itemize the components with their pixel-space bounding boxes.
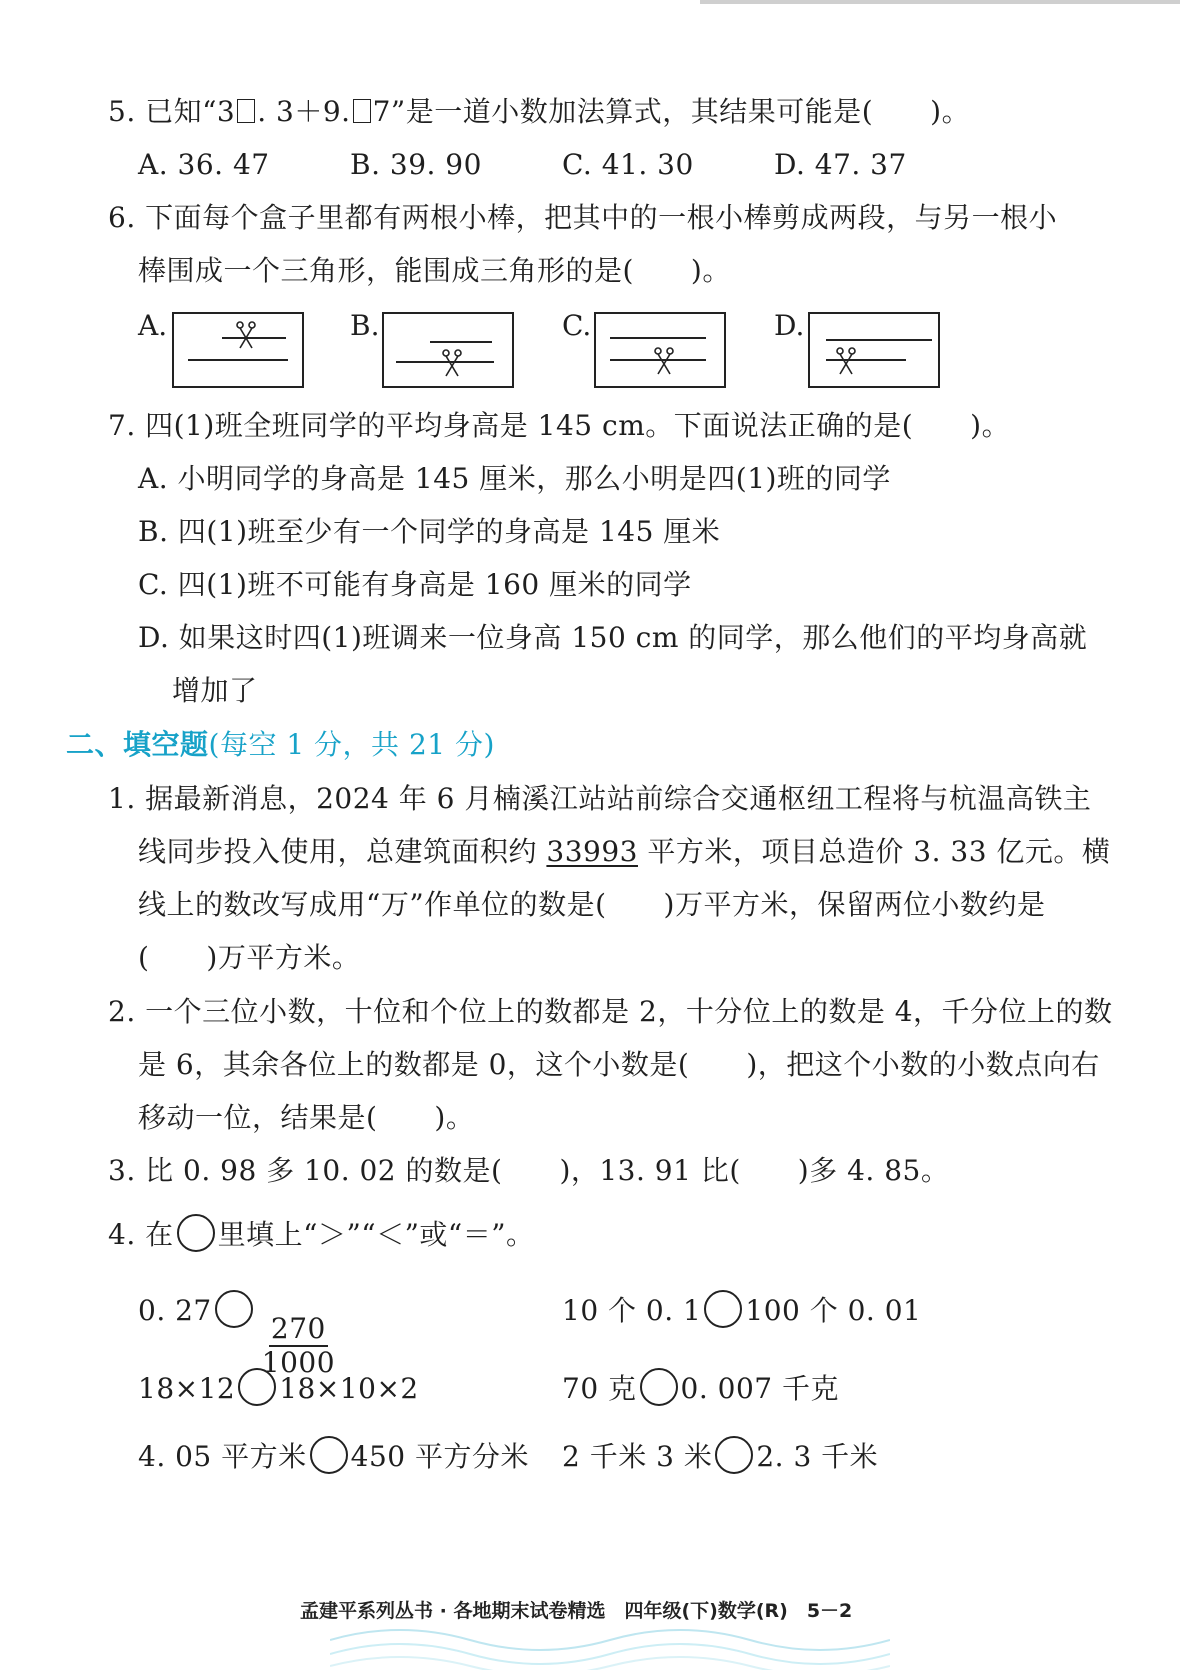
compare-circle[interactable] — [215, 1290, 253, 1328]
f4-compare-5: 4. 05 平方米 450 平方分米 — [138, 1436, 529, 1475]
compare-circle[interactable] — [640, 1368, 678, 1406]
q7-option-d-line2: 增加了 — [172, 674, 258, 707]
q5-option-c: C. 41. 30 — [562, 148, 694, 181]
top-edge-rule — [700, 0, 1180, 4]
f1-line3: 线上的数改写成用“万”作单位的数是( )万平方米，保留两位小数约是 — [138, 888, 1046, 921]
sticks-scissors-figure — [596, 314, 724, 386]
q5-option-a: A. 36. 47 — [138, 148, 270, 181]
compare-circle — [177, 1214, 215, 1252]
sticks-scissors-figure — [810, 314, 938, 386]
q5-stem: 5. 已知“3 . 3＋9. 7”是一道小数加法算式，其结果可能是( )。 — [108, 95, 971, 128]
compare-circle[interactable] — [715, 1436, 753, 1474]
f3-line: 3. 比 0. 98 多 10. 02 的数是( )，13. 91 比( )多 4. 85。 — [108, 1154, 950, 1187]
fraction: $\frac{270}{1000}$ — [261, 1312, 336, 1379]
f1-line2: 线同步投入使用，总建筑面积约 33993 平方米，项目总造价 3. 33 亿元。横 — [138, 835, 1111, 868]
f2-line3: 移动一位，结果是( )。 — [138, 1101, 475, 1134]
q6-option-b-box — [382, 312, 514, 388]
q7-stem: 7. 四(1)班全班同学的平均身高是 145 cm。下面说法正确的是( )。 — [108, 409, 1011, 442]
f2-line2: 是 6，其余各位上的数都是 0，这个小数是( )，把这个小数的小数点向右 — [138, 1048, 1100, 1081]
f4-compare-6: 2 千米 3 米 2. 3 千米 — [562, 1436, 878, 1475]
f4-compare-3: 18×12 18×10×2 — [138, 1368, 419, 1407]
f1-line1: 1. 据最新消息，2024 年 6 月楠溪江站站前综合交通枢纽工程将与杭温高铁主 — [108, 782, 1092, 815]
q6-option-d-label: D. — [774, 309, 805, 342]
f4-compare-1: 0. 27 $\frac{270}{1000}$ — [138, 1290, 337, 1379]
q6-option-a-box — [172, 312, 304, 388]
scissors-icon — [237, 322, 255, 348]
q6-option-c-label: C. — [562, 309, 592, 342]
f1-line4: ( )万平方米。 — [138, 941, 361, 974]
q6-stem-line2: 棒围成一个三角形，能围成三角形的是( )。 — [138, 254, 731, 287]
q6-option-a-label: A. — [138, 309, 168, 342]
q6-option-b-label: B. — [350, 309, 380, 342]
section-2-title: 二、填空题 — [66, 728, 209, 761]
compare-circle[interactable] — [704, 1290, 742, 1328]
sticks-scissors-figure — [384, 314, 512, 386]
compare-circle[interactable] — [238, 1368, 276, 1406]
q7-option-c: C. 四(1)班不可能有身高是 160 厘米的同学 — [138, 568, 692, 601]
compare-circle[interactable] — [310, 1436, 348, 1474]
q7-option-d-line1: D. 如果这时四(1)班调来一位身高 150 cm 的同学，那么他们的平均身高就 — [138, 621, 1088, 654]
f4-compare-4: 70 克 0. 007 千克 — [562, 1368, 839, 1407]
q7-option-b: B. 四(1)班至少有一个同学的身高是 145 厘米 — [138, 515, 721, 548]
q5-option-d: D. 47. 37 — [774, 148, 907, 181]
q6-stem-line1: 6. 下面每个盒子里都有两根小棒，把其中的一根小棒剪成两段，与另一根小 — [108, 201, 1058, 234]
underlined-number: 33993 — [546, 835, 638, 868]
blank-box — [237, 99, 255, 123]
q6-option-c-box — [594, 312, 726, 388]
f4-stem: 4. 在 里填上“＞”“＜”或“＝”。 — [108, 1214, 535, 1253]
q5-option-b: B. 39. 90 — [350, 148, 482, 181]
f2-line1: 2. 一个三位小数，十位和个位上的数都是 2，十分位上的数是 4，千分位上的数 — [108, 995, 1113, 1028]
blank-box — [353, 99, 371, 123]
section-2-header — [66, 727, 495, 763]
q7-option-a: A. 小明同学的身高是 145 厘米，那么小明是四(1)班的同学 — [138, 462, 891, 495]
page-footer: 孟建平系列丛书 · 各地期末试卷精选 四年级(下)数学(R) 5－2 — [300, 1600, 853, 1622]
sticks-scissors-figure — [174, 314, 302, 386]
q6-option-d-box — [808, 312, 940, 388]
f4-compare-2: 10 个 0. 1 100 个 0. 01 — [562, 1290, 921, 1329]
section-2-note: (每空 1 分，共 21 分) — [208, 728, 495, 761]
